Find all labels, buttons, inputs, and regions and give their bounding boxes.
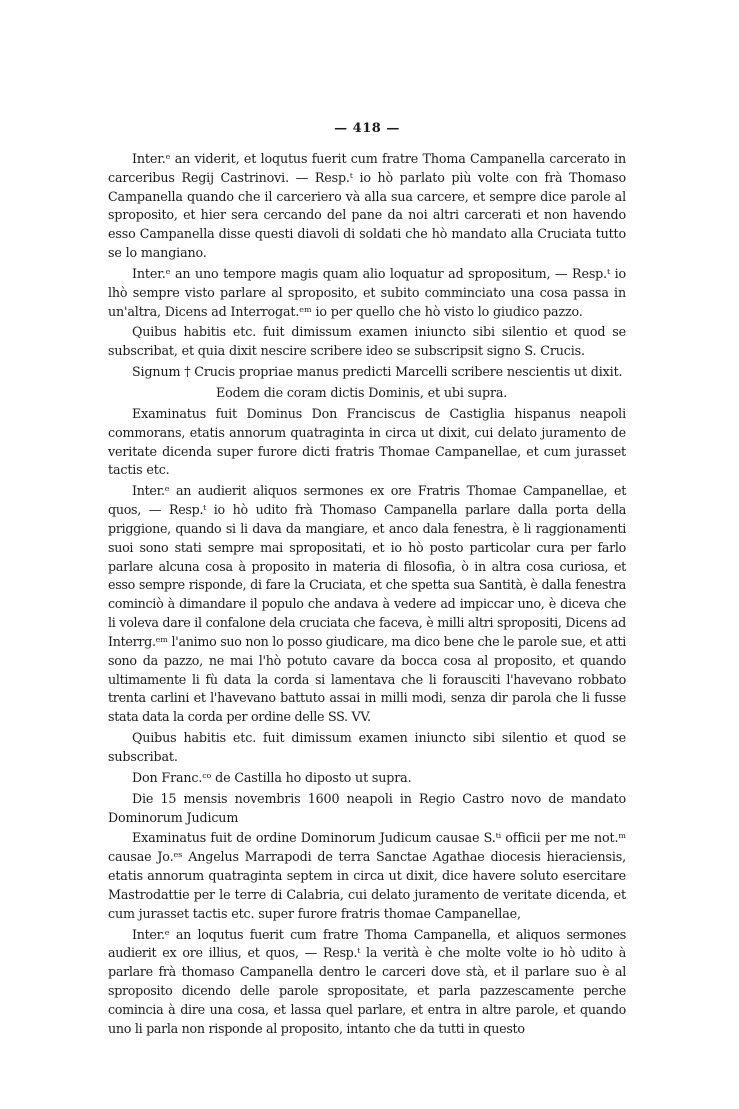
paragraph-witness-marrapodi: Examinatus fuit de ordine Dominorum Judicum causae S.ᵗⁱ officii per me not.ᵐ causae Jo.ᵉˢ Angelus Marrapodi de terra Sanctae Agathae diocesis hieraciensis, etatis annorum quatraginta septem in circa ut dixit, dice havere soluto esercitare Mastrodattie per le terre di Calabria, cui delato juramento de veritate dicenda, et cum jurasset tactis etc. super furore fratris thomae Campanellae, xyxy=(108,830,626,921)
document-page xyxy=(108,120,626,1041)
paragraph-witness-castiglia: Examinatus fuit Dominus Don Franciscus de Castiglia hispanus neapoli commorans, etatis annorum quatraginta in circa ut dixit, cui delato juramento de veritate dicenda super furore dicti fratris Thomae Campanellae, et cum jurasset tactis etc. xyxy=(108,405,626,478)
paragraph-heading-same-day: Eodem die coram dictis Dominis, et ubi supra. xyxy=(216,384,508,400)
page-number: — 418 — xyxy=(334,121,400,136)
paragraph-signature-1: Signum † Crucis propriae manus predicti Marcelli scribere nescientis ut dixit. xyxy=(132,364,623,380)
paragraph-closing-1: Quibus habitis etc. fuit dimissum examen iniuncto sibi silentio et quod se subscribat, et quia dixit nescire scribere ideo se subscripsit signo S. Crucis. xyxy=(108,324,626,359)
paragraph-interrogation-1: Inter.ᵉ an viderit, et loqutus fuerit cum fratre Thoma Campanella carcerato in carceribus Regij Castrinovi. — Resp.ᵗ io hò parlato più volte con frà Thomaso Campanella quando che il carceriero và alla sua carcere, et sempre dice parole al sproposito, et hier sera cercando del pane da noi altri carcerati et non havendo esso Campanella disse questi diavoli di soldati che hò mandato alla Cruciata tutto se lo mangiano. xyxy=(108,150,626,261)
paragraph-interrogation-3: Inter.ᵉ an audierit aliquos sermones ex ore Fratris Thomae Campanellae, et quos, — Resp.ᵗ io hò udito frà Thomaso Campanella parlare dalla porta della priggione, quando si li dava da mangiare, et anco dala fenestra, è li raggionamenti suoi sono stati sempre mai spropositati, et io hò posto particolar cura per farlo parlare alcuna cosa à proposito in materia di filosofia, ò in altra cosa curiosa, et esso sempre risponde, di fare la Cruciata, et che spetta sua Santità, è dalla fenestra cominciò à dimandare il populo che andava à vedere ad impiccar uno, è diceva che li voleva dare il confalone dela cruciata che faceva, è milli altri spropositi, Dicens ad Interrg.ᵉᵐ l'animo suo non lo posso giudicare, ma dico bene che le parole sue, et atti sono da pazzo, ne mai l'hò potuto cavare da bocca cosa al proposito, et quando ultimamente li fù data la corda si lamentava che li forausciti l'havevano robbato trenta carlini et l'havevano battuto assai in milli modi, senza dir parola che li fusse stata data la corda per ordine delle SS. VV. xyxy=(108,483,626,725)
paragraph-interrogation-2: Inter.ᵉ an uno tempore magis quam alio loquatur ad spropositum, — Resp.ᵗ io lhò sempre visto parlare al sproposito, et subito comminciato una cosa passa in un'altra, Dicens ad Interrogat.ᵉᵐ io per quello che hò visto lo giudico pazzo. xyxy=(108,265,626,319)
paragraph-date-heading: Die 15 mensis novembris 1600 neapoli in Regio Castro novo de mandato Dominorum Judicum xyxy=(108,790,626,825)
paragraph-signature-2: Don Franc.ᶜᵒ de Castilla ho diposto ut supra. xyxy=(132,769,412,785)
paragraph-closing-2: Quibus habitis etc. fuit dimissum examen iniuncto sibi silentio et quod se subscribat. xyxy=(108,730,626,764)
paragraph-interrogation-4: Inter.ᵉ an loqutus fuerit cum fratre Thoma Campanella, et aliquos sermones audierit ex ore illius, et quos, — Resp.ᵗ la verità è che molte volte io hò udito à parlare frà thomaso Campanella dentro le carceri dove stà, et il parlare suo è al sproposito dicendo delle parole spropositate, et parla pazzescamente perche comincia à dire una cosa, et lassa quel parlare, et entra in altre parole, et quando uno li parla non risponde al proposito, intanto che da tutti in questo xyxy=(108,926,626,1036)
